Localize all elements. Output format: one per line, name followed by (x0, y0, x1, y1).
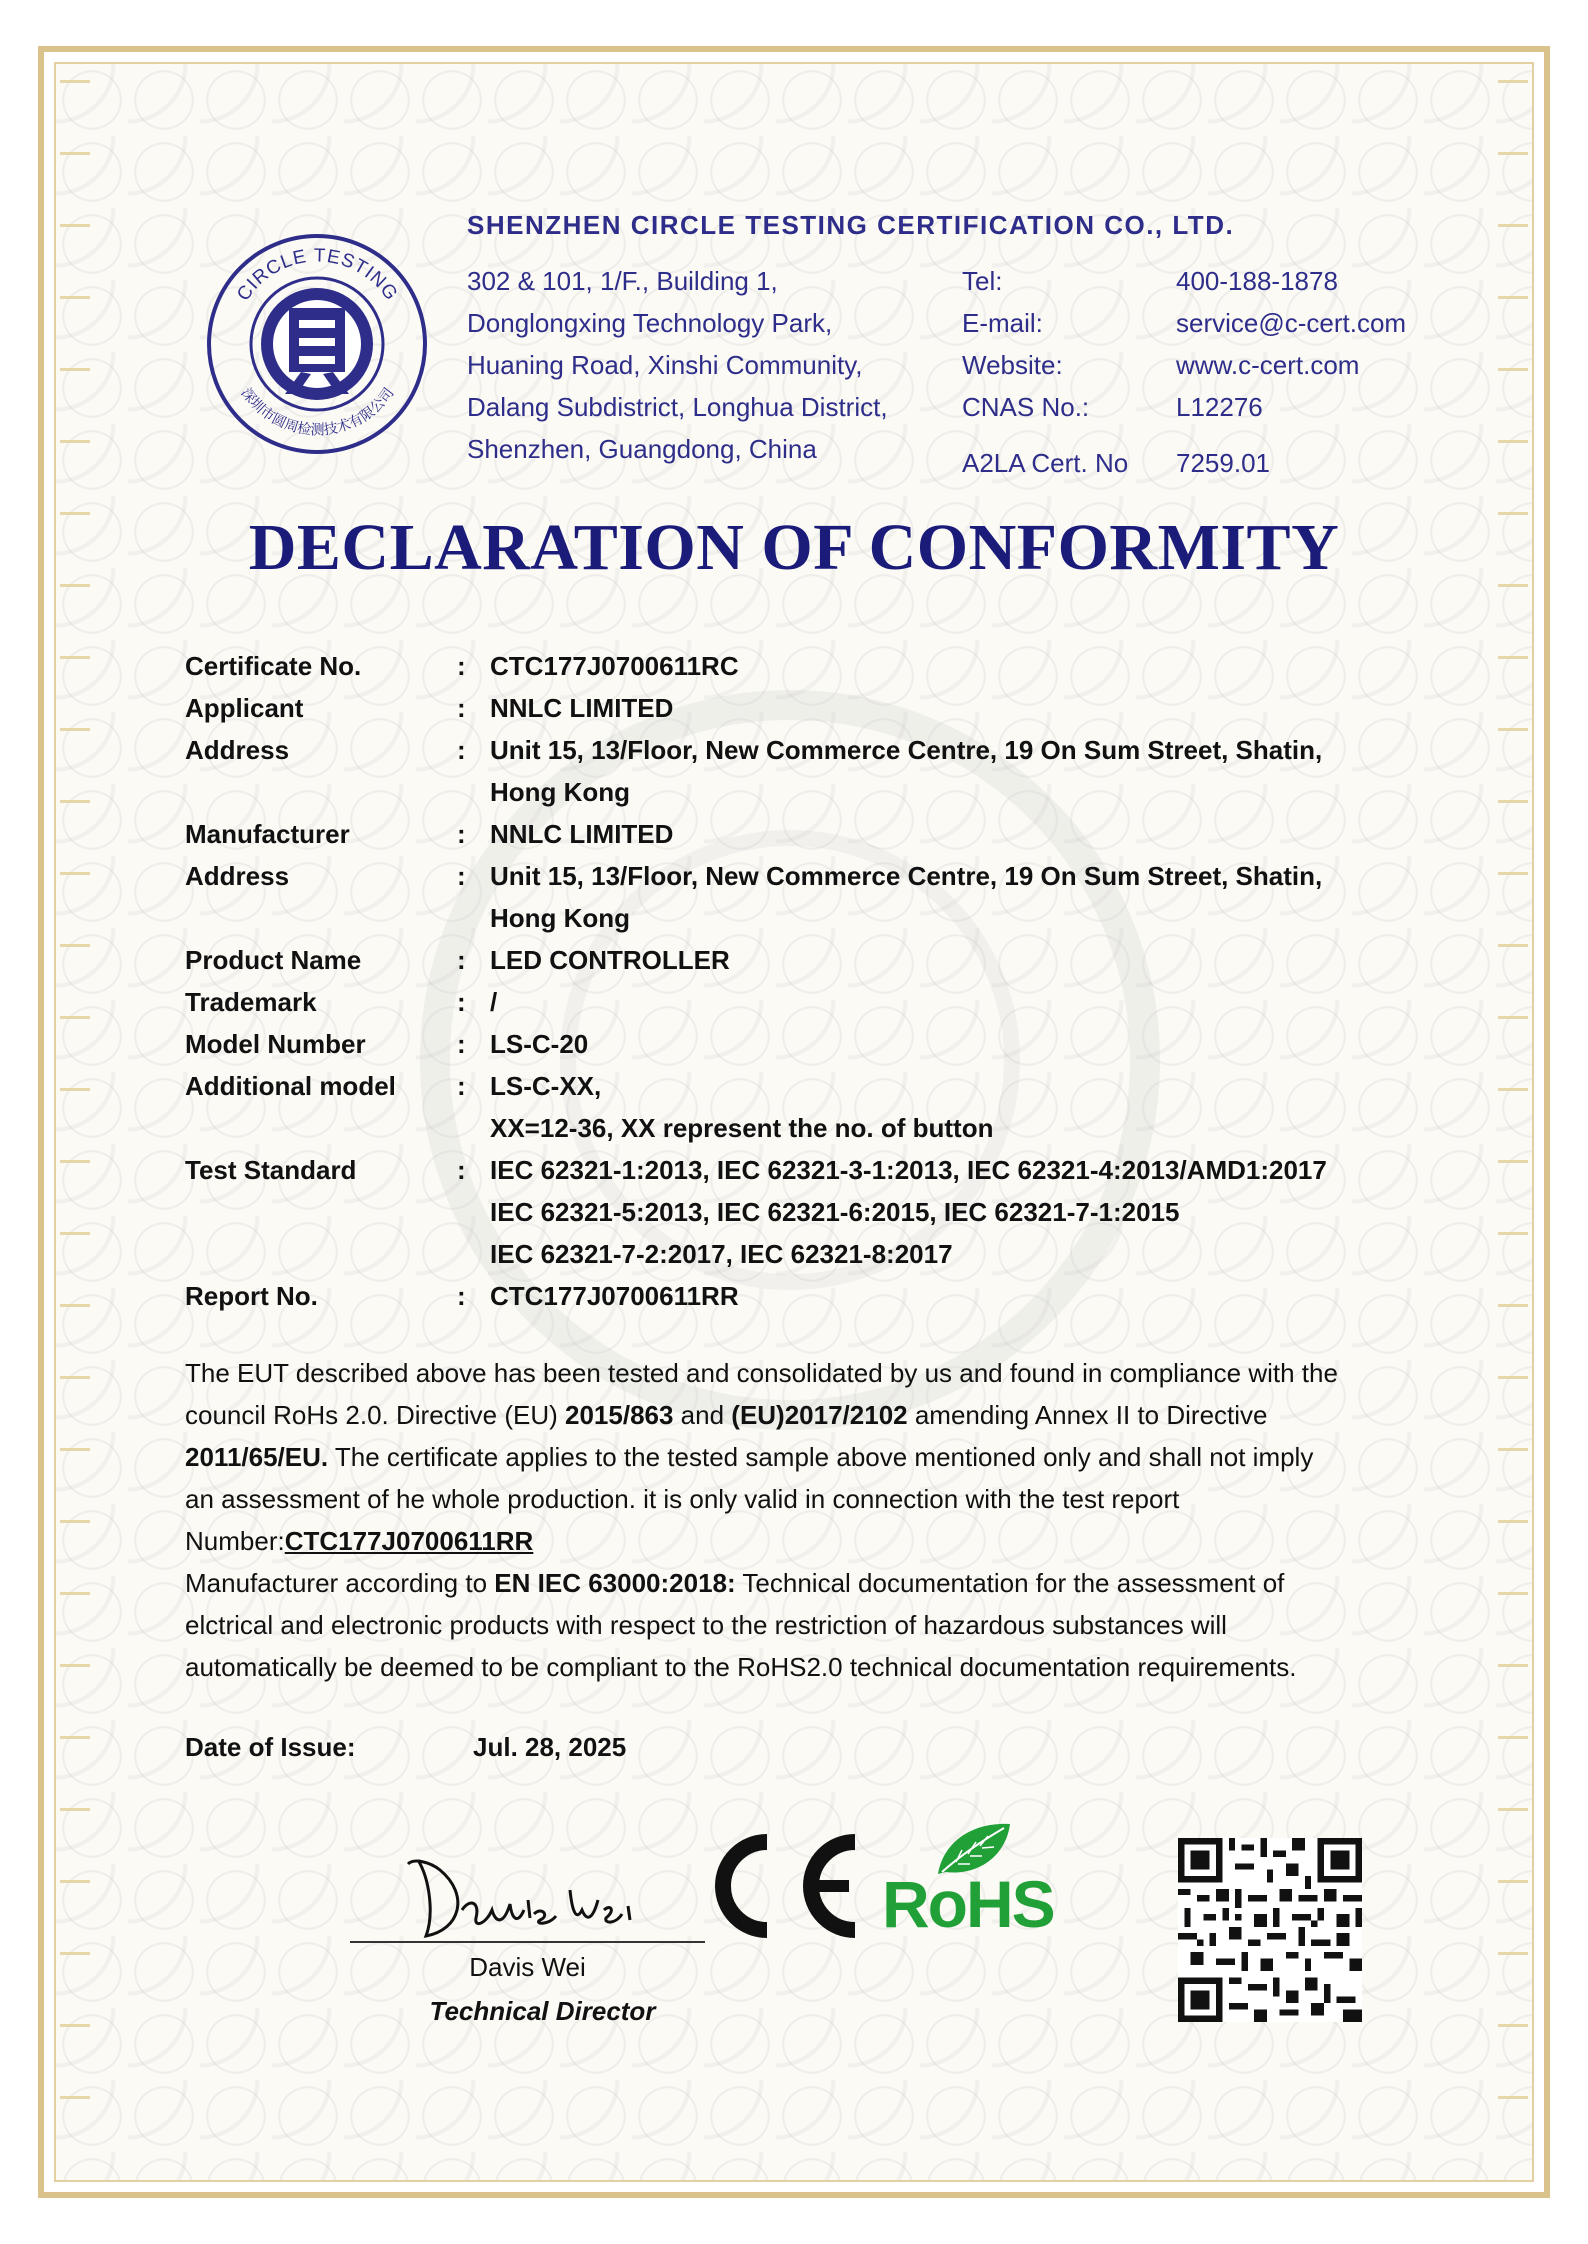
compliance-statement (185, 1352, 1445, 1688)
handwritten-signature (400, 1840, 640, 1950)
ce-mark-icon (705, 1830, 865, 1942)
report-number-link: CTC177J0700611RR (284, 1526, 534, 1556)
field-value (490, 687, 1410, 729)
field-label: Additional model (185, 1071, 396, 1101)
issuer-address-line: Shenzhen, Guangdong, China (467, 434, 817, 464)
standard-en-iec-63000: EN IEC 63000:2018: (494, 1568, 736, 1598)
field-label: Product Name (185, 945, 362, 975)
ce-mark-text: CE (705, 1830, 707, 1831)
field-colon: : (457, 1281, 466, 1311)
field-value-line: Hong Kong (490, 777, 631, 807)
field-value-line: LS-C-XX, (490, 1071, 602, 1101)
field-value (490, 729, 1410, 813)
issuer-address-line: Dalang Subdistrict, Longhua District, (467, 392, 888, 422)
field-label: Applicant (185, 693, 304, 723)
logo-text-top: CIRCLE TESTING (233, 245, 402, 305)
field-label: Manufacturer (185, 819, 350, 849)
field-value-line: NNLC LIMITED (490, 693, 674, 723)
issuer-contact-values (1176, 260, 1406, 428)
field-label: Address (185, 861, 290, 891)
field-label: Test Standard (185, 1155, 357, 1185)
document-title: DECLARATION OF CONFORMITY (248, 511, 1340, 584)
field-label: Report No. (185, 1281, 318, 1311)
signer-name: Davis Wei (469, 1952, 586, 1982)
field-colon: : (457, 693, 466, 723)
field-value-line: Unit 15, 13/Floor, New Commerce Centre, 19 On Sum Street, Shatin, (490, 735, 1323, 765)
field-value (490, 1149, 1410, 1275)
field-colon: : (457, 1155, 466, 1185)
issuer-address (467, 260, 888, 470)
statement-text: Technical documentation for the assessment of (735, 1568, 1285, 1598)
issuer-address-line: Donglongxing Technology Park, (467, 308, 833, 338)
statement-line (185, 1562, 1445, 1604)
statement-text: elctrical and electronic products with respect to the restriction of hazardous substances will (185, 1610, 1227, 1640)
date-of-issue-label: Date of Issue: (185, 1732, 356, 1762)
field-colon: : (457, 1071, 466, 1101)
issuer-address-line: 302 & 101, 1/F., Building 1, (467, 266, 778, 296)
field-value-line: Hong Kong (490, 903, 631, 933)
field-colon: : (457, 945, 466, 975)
border-ticks-right (1498, 80, 1528, 2160)
statement-text: and (673, 1400, 732, 1430)
a2la-value: 7259.01 (1176, 448, 1270, 478)
field-colon: : (457, 1029, 466, 1059)
field-value-line: LS-C-20 (490, 1029, 589, 1059)
field-value (490, 1275, 1410, 1317)
field-value (490, 813, 1410, 855)
border-ticks-left (60, 80, 90, 2160)
field-colon: : (457, 987, 466, 1017)
field-value-line: IEC 62321-1:2013, IEC 62321-3-1:2013, IEC 62321-4:2013/AMD1:2017 (490, 1155, 1327, 1185)
field-colon: : (457, 651, 466, 681)
qr-code (1178, 1838, 1362, 2022)
field-value-line: CTC177J0700611RC (490, 651, 739, 681)
statement-text: Number: (185, 1526, 285, 1556)
field-value-line: IEC 62321-7-2:2017, IEC 62321-8:2017 (490, 1239, 953, 1269)
signer-title: Technical Director (429, 1996, 656, 2026)
field-label: Trademark (185, 987, 317, 1017)
date-of-issue-value: Jul. 28, 2025 (473, 1732, 627, 1762)
field-label: Certificate No. (185, 651, 362, 681)
field-label: Model Number (185, 1029, 366, 1059)
rohs-mark (882, 1820, 1072, 1950)
field-value (490, 1065, 1410, 1149)
contact-label-tel: Tel: (962, 266, 1003, 296)
field-value-line: XX=12-36, XX represent the no. of button (490, 1113, 994, 1143)
field-value (490, 1023, 1410, 1065)
directive-2015-863: 2015/863 (565, 1400, 674, 1430)
statement-text: The certificate applies to the tested sample above mentioned only and shall not imply (328, 1442, 1314, 1472)
contact-value-tel: 400-188-1878 (1176, 266, 1338, 296)
field-colon: : (457, 819, 466, 849)
signature-text: DavisWei (400, 1840, 405, 1841)
issuer-company-name: SHENZHEN CIRCLE TESTING CERTIFICATION CO., LTD. (467, 210, 1235, 240)
contact-value-email: service@c-cert.com (1176, 308, 1407, 338)
directive-2017-2102: (EU)2017/2102 (731, 1400, 908, 1430)
statement-line (185, 1436, 1445, 1478)
contact-value-cnas: L12276 (1176, 392, 1263, 422)
field-value (490, 981, 1410, 1023)
contact-label-cnas: CNAS No.: (962, 392, 1090, 422)
issuer-address-line: Huaning Road, Xinshi Community, (467, 350, 863, 380)
field-value (490, 939, 1410, 981)
statement-line (185, 1604, 1445, 1646)
rohs-text: RoHS (882, 1867, 1054, 1941)
contact-label-website: Website: (962, 350, 1063, 380)
a2la-label: A2LA Cert. No (962, 448, 1129, 478)
statement-line (185, 1352, 1445, 1394)
statement-line (185, 1478, 1445, 1520)
statement-text: amending Annex II to Directive (907, 1400, 1268, 1430)
field-colon: : (457, 861, 466, 891)
circle-testing-logo (205, 232, 430, 457)
field-value (490, 855, 1410, 939)
logo-text-bottom: 深圳市圆周检测技术有限公司 (237, 385, 398, 439)
signature-line (350, 1941, 705, 1943)
field-value-line: CTC177J0700611RR (490, 1281, 739, 1311)
statement-text: Manufacturer according to (185, 1568, 495, 1598)
field-value-line: IEC 62321-5:2013, IEC 62321-6:2015, IEC 62321-7-1:2015 (490, 1197, 1180, 1227)
contact-label-email: E-mail: (962, 308, 1043, 338)
contact-value-website: www.c-cert.com (1176, 350, 1360, 380)
field-value-line: Unit 15, 13/Floor, New Commerce Centre, 19 On Sum Street, Shatin, (490, 861, 1323, 891)
directive-2011-65-eu: 2011/65/EU. (185, 1442, 329, 1472)
statement-text: automatically be deemed to be compliant to the RoHS2.0 technical documentation requirements. (185, 1652, 1297, 1682)
field-label: Address (185, 735, 290, 765)
statement-line (185, 1520, 1445, 1562)
statement-text: The EUT described above has been tested and consolidated by us and found in compliance with the (185, 1358, 1338, 1388)
issuer-contact-labels (962, 260, 1089, 428)
field-colon: : (457, 735, 466, 765)
statement-line (185, 1646, 1445, 1688)
statement-line (185, 1394, 1445, 1436)
field-value (490, 645, 1410, 687)
field-value-line: NNLC LIMITED (490, 819, 674, 849)
statement-text: council RoHs 2.0. Directive (EU) (185, 1400, 565, 1430)
statement-text: an assessment of he whole production. it is only valid in connection with the test report (185, 1484, 1180, 1514)
field-value-line: / (490, 987, 498, 1017)
field-value-line: LED CONTROLLER (490, 945, 730, 975)
